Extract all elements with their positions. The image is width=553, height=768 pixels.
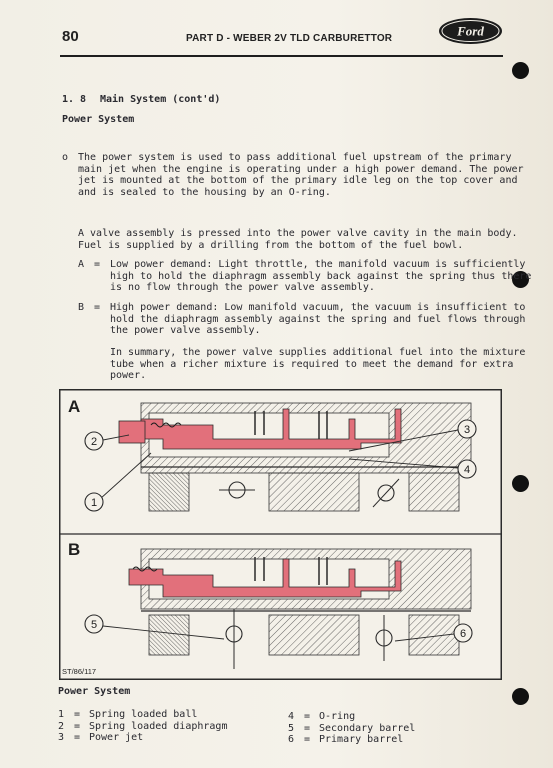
svg-text:3: 3 bbox=[463, 424, 471, 436]
section-title: Main System (cont'd) bbox=[100, 94, 221, 105]
text-line: power. bbox=[110, 370, 147, 382]
paragraph-summary bbox=[110, 347, 525, 382]
header-rule bbox=[60, 55, 503, 57]
text-line: Low power demand: Light throttle, the manifold vacuum is sufficiently bbox=[110, 259, 526, 270]
section-heading bbox=[62, 94, 220, 105]
text-line: In summary, the power valve supplies additional fuel into the mixture bbox=[110, 347, 526, 358]
legend-item: 3 = Power jet bbox=[58, 732, 144, 743]
text-line: is no flow through the power valve assembly. bbox=[110, 282, 375, 294]
item-a-text bbox=[110, 259, 531, 294]
text-line: High power demand: Low manifold vacuum, the vacuum is insufficient to bbox=[110, 302, 526, 313]
text-line: The power system is used to pass additional fuel upstream of the primary bbox=[78, 152, 512, 163]
power-system-diagram bbox=[59, 389, 502, 680]
text-line: main jet when the engine is operating under a high power demand. The power bbox=[78, 163, 524, 175]
legend-right bbox=[288, 711, 415, 746]
svg-text:1: 1 bbox=[90, 497, 98, 509]
subsection-heading: Power System bbox=[62, 114, 135, 125]
legend-item: 1 = Spring loaded ball bbox=[58, 709, 198, 720]
text-line: Fuel is supplied by a drilling from the bottom of the fuel bowl. bbox=[78, 239, 464, 251]
item-b-text bbox=[110, 302, 525, 337]
svg-text:6: 6 bbox=[459, 628, 467, 640]
item-a-equals: = bbox=[94, 259, 101, 270]
text-line: the power valve assembly. bbox=[110, 325, 261, 337]
text-line: and is sealed to the housing by an O-ring. bbox=[78, 187, 331, 199]
legend-item: 2 = Spring loaded diaphragm bbox=[58, 720, 228, 732]
figure-reference: ST/86/117 bbox=[62, 667, 97, 676]
svg-text:4: 4 bbox=[463, 464, 471, 476]
legend-item: 6 = Primary barrel bbox=[288, 734, 404, 745]
item-b-label: B bbox=[78, 302, 85, 313]
paragraph-valve-assembly bbox=[78, 228, 518, 251]
text-line: jet is mounted at the bottom of the primary idle leg on the top cover and bbox=[78, 175, 518, 187]
paragraph-power-system bbox=[78, 152, 524, 199]
figure-caption: Power System bbox=[58, 686, 131, 697]
text-line: tube when a richer mixture is required to meet the demand for extra bbox=[110, 358, 514, 370]
panel-b-label: B bbox=[68, 540, 81, 559]
svg-text:2: 2 bbox=[90, 436, 98, 448]
bullet-marker: o bbox=[62, 152, 69, 163]
ford-logo bbox=[438, 17, 503, 45]
binder-hole bbox=[512, 475, 529, 492]
binder-hole bbox=[512, 62, 529, 79]
legend-item: 4 = O-ring bbox=[288, 711, 356, 722]
ford-logo-text: Ford bbox=[457, 23, 484, 39]
svg-text:5: 5 bbox=[90, 619, 98, 631]
running-header-title: PART D - WEBER 2V TLD CARBURETTOR bbox=[186, 33, 393, 44]
legend-item: 5 = Secondary barrel bbox=[288, 722, 416, 734]
item-b-equals: = bbox=[94, 302, 101, 313]
item-a-label: A bbox=[78, 259, 85, 270]
page-number: 80 bbox=[62, 28, 79, 45]
text-line: A valve assembly is pressed into the power valve cavity in the main body. bbox=[78, 228, 518, 239]
text-line: high to hold the diaphragm assembly back against the spring thus there bbox=[110, 270, 532, 282]
text-line: hold the diaphragm assembly against the spring and fuel flows through bbox=[110, 313, 526, 325]
panel-a-label: A bbox=[68, 397, 81, 416]
section-number: 1. 8 bbox=[62, 94, 87, 105]
binder-hole bbox=[512, 688, 529, 705]
legend-left bbox=[58, 709, 227, 744]
